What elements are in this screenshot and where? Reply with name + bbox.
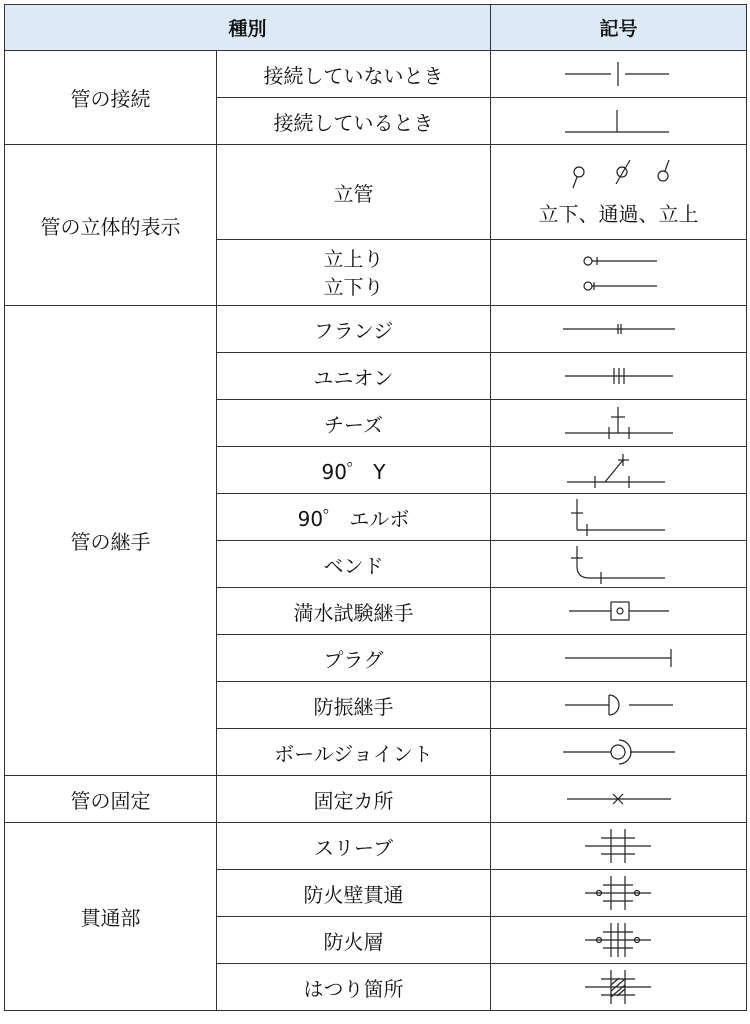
row-label: 90゜ エルボ xyxy=(217,494,491,541)
water-test-fitting-symbol xyxy=(491,588,747,635)
firewall-penetration-symbol xyxy=(491,870,747,917)
table-row xyxy=(5,51,747,98)
union-symbol xyxy=(491,353,747,400)
header-row xyxy=(5,5,747,51)
table-row xyxy=(5,306,747,353)
table-row xyxy=(5,823,747,870)
flange-symbol xyxy=(491,306,747,353)
bend-symbol xyxy=(491,541,747,588)
not-connected-symbol xyxy=(491,51,747,98)
connected-symbol xyxy=(491,98,747,145)
row-label: ボールジョイント xyxy=(217,729,491,776)
ball-joint-symbol xyxy=(491,729,747,776)
row-label: チーズ xyxy=(217,400,491,447)
row-label: 90゜ Y xyxy=(217,447,491,494)
table-row xyxy=(5,776,747,823)
row-label-riser-down: 立下り xyxy=(323,274,384,299)
row-label: 固定カ所 xyxy=(217,776,491,823)
row-label: ユニオン xyxy=(217,353,491,400)
group-label-fixing: 管の固定 xyxy=(5,776,217,823)
row-label-riser-up: 立上り xyxy=(323,246,384,271)
row-label: はつり箇所 xyxy=(217,964,491,1011)
fire-layer-symbol xyxy=(491,917,747,964)
elbow-symbol xyxy=(491,494,747,541)
symbol-header: 記号 xyxy=(491,5,747,51)
row-label: 立管 xyxy=(217,145,491,240)
sleeve-symbol xyxy=(491,823,747,870)
row-label: 防火層 xyxy=(217,917,491,964)
chipping-point-symbol xyxy=(491,964,747,1011)
row-label: フランジ xyxy=(217,306,491,353)
table-row xyxy=(5,145,747,240)
row-label: スリーブ xyxy=(217,823,491,870)
pipe-symbol-table xyxy=(4,4,747,1011)
group-label-vertical: 管の立体的表示 xyxy=(5,145,217,306)
plug-symbol xyxy=(491,635,747,682)
row-label: 防火壁貫通 xyxy=(217,870,491,917)
riser-caption: 立下、通過、立上 xyxy=(538,201,699,226)
y-fitting-symbol xyxy=(491,447,747,494)
row-label: 防振継手 xyxy=(217,682,491,729)
row-label: 接続しているとき xyxy=(217,98,491,145)
vertical-pipe-symbols xyxy=(491,145,747,240)
row-label: 接続していないとき xyxy=(217,51,491,98)
tee-symbol xyxy=(491,400,747,447)
riser-symbols xyxy=(491,240,747,306)
row-label: 満水試験継手 xyxy=(217,588,491,635)
row-label: プラグ xyxy=(217,635,491,682)
fixed-point-symbol xyxy=(491,776,747,823)
type-header: 種別 xyxy=(5,5,491,51)
anti-vibration-joint-symbol xyxy=(491,682,747,729)
group-label-fittings: 管の継手 xyxy=(5,306,217,776)
row-label: ベンド xyxy=(217,541,491,588)
row-label xyxy=(217,240,491,306)
group-label-connection: 管の接続 xyxy=(5,51,217,145)
group-label-penetration: 貫通部 xyxy=(5,823,217,1011)
